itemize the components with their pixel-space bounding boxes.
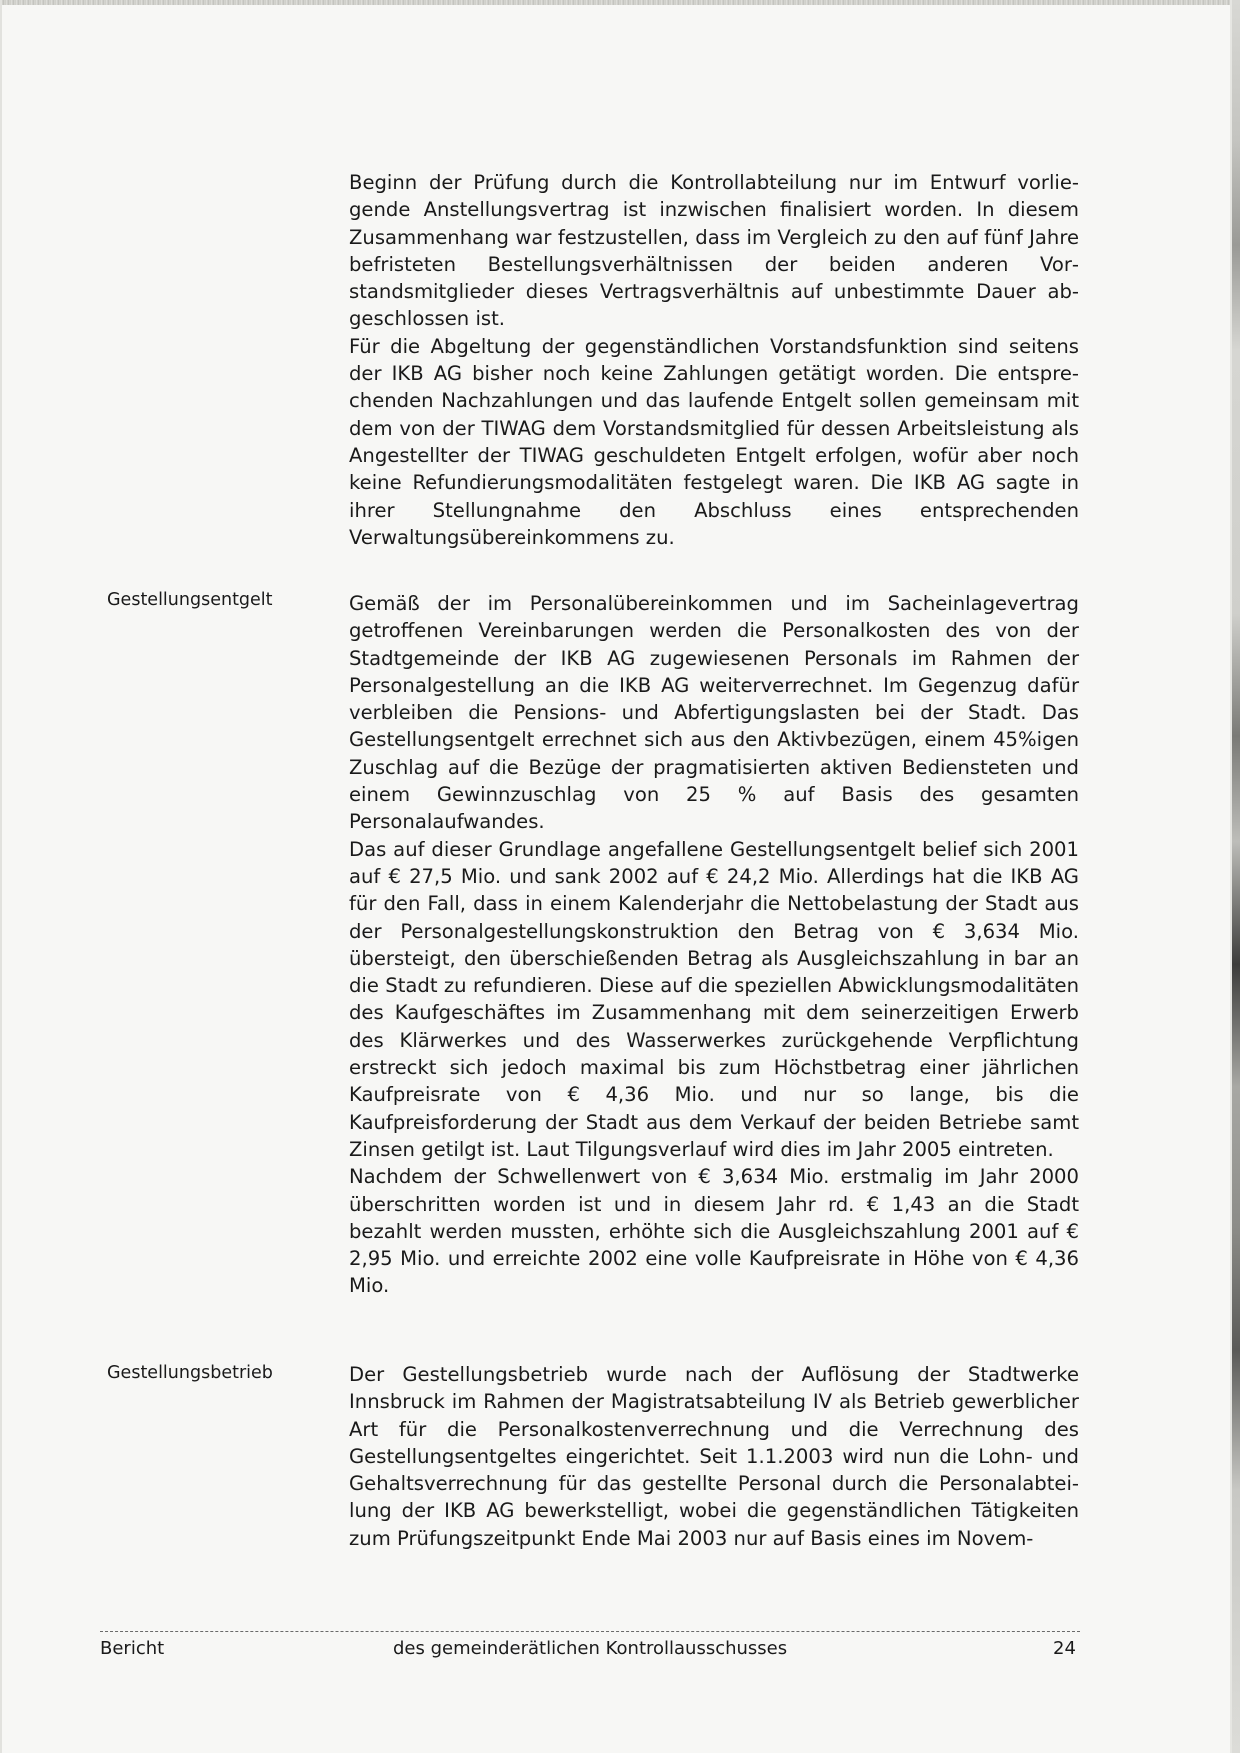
page-number: 24 (1053, 1638, 1076, 1659)
paragraph: Beginn der Prüfung durch die Kontrollabteilung nur im Entwurf vorliegende Anstellungsvertrag ist inzwischen finalisiert worden. In diesem Zusammenhang war festzustellen, dass im Vergleich zu den auf fünf Jahre befristeten Bestellungsverhältnissen der beiden anderen Vorstandsmitglieder dieses Vertragsverhältnis auf unbestimmte Dauer abgeschlossen ist. (349, 171, 1079, 331)
scan-edge-top (0, 0, 1240, 5)
footer-committee-label: des gemeinderätlichen Kontrollausschusses (393, 1638, 788, 1659)
paragraph: Das auf dieser Grundlage angefallene Gestellungsentgelt belief sich 2001 auf € 27,5 Mio. und sank 2002 auf € 24,2 Mio. Allerdings hat die IKB AG für den Fall, dass in einem Kalenderjahr die Nettobelastung der Stadt aus der Personalgestellungskonstruktion den Betrag von € 3,634 Mio. übersteigt, den überschießenden Betrag als Ausgleichszahlung in bar an die Stadt zu refundieren. Diese auf die speziellen Abwicklungsmodalitäten des Kaufgeschäftes im Zusammenhang mit dem seinerzeitigen Erwerb des Klärwerkes und des Wasserwerkes zurückgehende Verpflichtung erstreckt sich jedoch maximal bis zum Höchstbetrag einer jährlichen Kaufpreisrate von € 4,36 Mio. und nur so lange, bis die Kaufpreisforderung der Stadt aus dem Verkauf der beiden Betriebe samt Zinsen getilgt ist. Laut Tilgungsverlauf wird dies im Jahr 2005 eintreten. (349, 837, 1079, 1161)
paragraph: Nachdem der Schwellenwert von € 3,634 Mio. erstmalig im Jahr 2000 überschritten worden ist und in diesem Jahr rd. € 1,43 an die Stadt bezahlt werden mussten, erhöhte sich die Ausgleichszahlung 2001 auf € 2,95 Mio. und erreichte 2002 eine volle Kaufpreisrate in Höhe von € 4,36 Mio. (349, 1165, 1079, 1298)
footer-divider (100, 1631, 1080, 1632)
gestellungsentgelt-section (349, 590, 1079, 1300)
margin-label-gestellungsentgelt: Gestellungsentgelt (107, 590, 273, 610)
paragraph: Für die Abgeltung der gegenständlichen Vorstandsfunktion sind seitens der IKB AG bisher noch keine Zahlungen getätigt worden. Die entsprechenden Nachzahlungen und das laufende Entgelt sollen gemeinsam mit dem von der TIWAG dem Vorstandsmitglied für dessen Arbeitsleistung als Angestellter der TIWAG geschuldeten Entgelt erfolgen, wofür aber noch keine Refundierungsmodalitäten festgelegt waren. Die IKB AG sagte in ihrer Stellungnahme den Abschluss eines entsprechenden Verwaltungsübereinkommens zu. (349, 334, 1079, 549)
paragraph: Der Gestellungsbetrieb wurde nach der Auflösung der Stadtwerke Innsbruck im Rahmen der Magistratsabteilung IV als Betrieb gewerblicher Art für die Personalkostenverrechnung und die Verrechnung des Gestellungsentgeltes eingerichtet. Seit 1.1.2003 wird nun die Lohn- und Gehaltsverrechnung für das gestellte Personal durch die Personalabteilung der IKB AG bewerkstelligt, wobei die gegenständlichen Tätigkeiten zum Prüfungszeitpunkt Ende Mai 2003 nur auf Basis eines im Novem- (349, 1363, 1079, 1550)
margin-label-gestellungsbetrieb: Gestellungsbetrieb (107, 1363, 273, 1383)
scan-edge-left (0, 0, 2, 1753)
intro-section (349, 169, 1079, 551)
gestellungsbetrieb-section (349, 1361, 1079, 1552)
footer-report-label: Bericht (100, 1638, 165, 1659)
paragraph: Gemäß der im Personalübereinkommen und im Sacheinlagevertrag getroffenen Vereinbarungen werden die Personalkosten des von der Stadtgemeinde der IKB AG zugewiesenen Personals im Rahmen der Personalgestellung an die IKB AG weiterverrechnet. Im Gegenzug dafür verbleiben die Pensions- und Abfertigungslasten bei der Stadt. Das Gestellungsentgelt errechnet sich aus den Aktivbezügen, einem 45%igen Zuschlag auf die Bezüge der pragmatisierten aktiven Bediensteten und einem Gewinnzuschlag von 25 % auf Basis des gesamten Personalaufwandes. (349, 592, 1079, 834)
scan-edge-right (1232, 0, 1240, 1753)
